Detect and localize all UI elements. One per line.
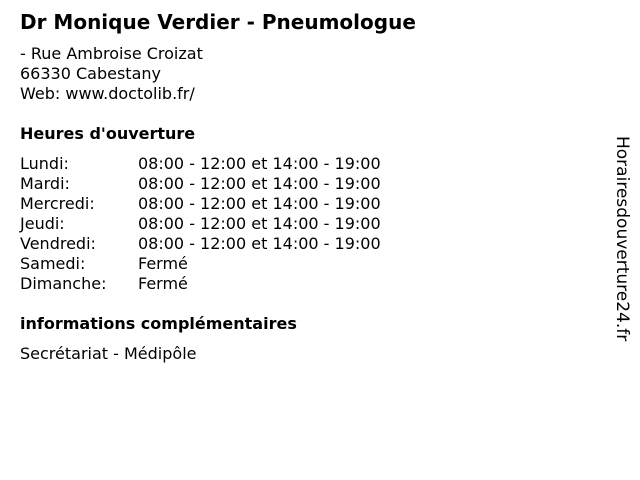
hours-row-friday	[20, 234, 381, 254]
hours-row-wednesday	[20, 194, 381, 214]
website: Web: www.doctolib.fr/	[20, 84, 195, 103]
hours-heading: Heures d'ouverture	[20, 124, 196, 143]
page-title: Dr Monique Verdier - Pneumologue	[20, 10, 416, 34]
hours-row-sunday	[20, 274, 381, 294]
city-postal: 66330 Cabestany	[20, 64, 161, 83]
day-label: Dimanche:	[20, 274, 107, 293]
time-value: Fermé	[138, 274, 188, 293]
time-value: 08:00 - 12:00 et 14:00 - 19:00	[138, 234, 381, 253]
day-label: Mercredi:	[20, 194, 95, 213]
time-value: 08:00 - 12:00 et 14:00 - 19:00	[138, 174, 381, 193]
site-watermark: Horairesdouverture24.fr	[612, 136, 632, 342]
time-value: 08:00 - 12:00 et 14:00 - 19:00	[138, 154, 381, 173]
day-label: Lundi:	[20, 154, 69, 173]
time-value: 08:00 - 12:00 et 14:00 - 19:00	[138, 214, 381, 233]
address-block	[20, 44, 203, 104]
hours-table	[20, 154, 381, 294]
time-value: Fermé	[138, 254, 188, 273]
hours-row-thursday	[20, 214, 381, 234]
day-label: Jeudi:	[20, 214, 65, 233]
hours-row-saturday	[20, 254, 381, 274]
hours-row-monday	[20, 154, 381, 174]
time-value: 08:00 - 12:00 et 14:00 - 19:00	[138, 194, 381, 213]
hours-row-tuesday	[20, 174, 381, 194]
day-label: Mardi:	[20, 174, 70, 193]
info-text: Secrétariat - Médipôle	[20, 344, 197, 363]
day-label: Samedi:	[20, 254, 86, 273]
day-label: Vendredi:	[20, 234, 96, 253]
street-address: - Rue Ambroise Croizat	[20, 44, 203, 63]
info-heading: informations complémentaires	[20, 314, 297, 333]
